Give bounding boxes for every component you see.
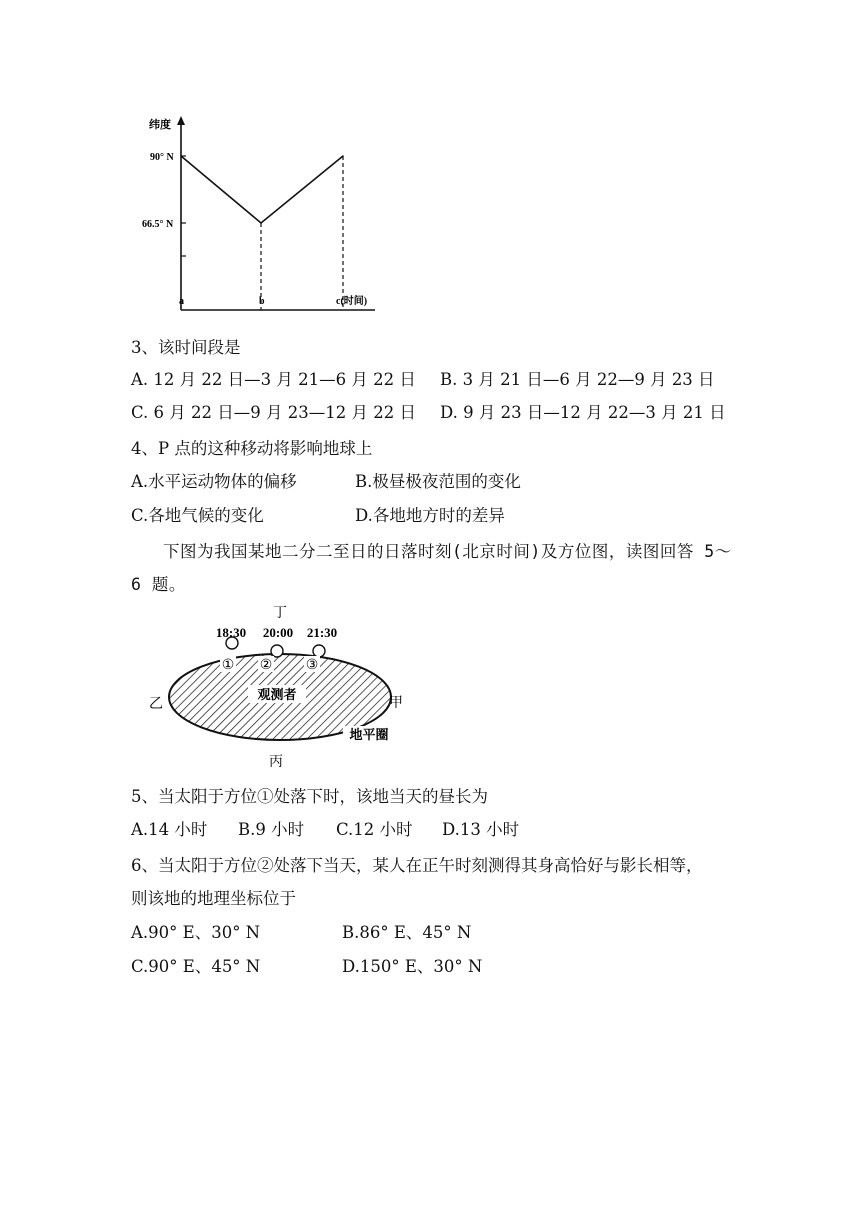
q5-option-a: A.14 小时 — [131, 820, 208, 839]
y-axis-arrow — [177, 116, 185, 125]
x-tick-label-b: b — [259, 296, 265, 307]
q6-option-a: A.90° E、30° N — [131, 923, 261, 942]
horizon-label: 地平圈 — [349, 727, 389, 742]
intro-line-2: 6 题。 — [131, 575, 186, 594]
q4-option-d: D.各地地方时的差异 — [355, 506, 505, 525]
q6-option-c: C.90° E、45° N — [131, 957, 261, 976]
data-point-b — [260, 222, 262, 224]
direction-bing: 丙 — [269, 755, 283, 770]
q4-stem: 4、P 点的这种移动将影响地球上 — [131, 439, 373, 458]
direction-yi: 乙 — [149, 697, 163, 712]
q5-option-c: C.12 小时 — [336, 820, 413, 839]
chart-axes — [177, 116, 375, 310]
time-label-1: 18:30 — [215, 625, 247, 640]
x-tick-label-a: a — [179, 296, 184, 307]
pos1-marker: ① — [221, 658, 235, 673]
data-point-a — [180, 155, 182, 157]
q3-stem: 3、该时间段是 — [131, 338, 241, 357]
time-label-3: 21:30 — [306, 625, 338, 640]
q5-option-d: D.13 小时 — [442, 820, 520, 839]
q4-option-c: C.各地气候的变化 — [131, 506, 264, 525]
q5-option-b: B.9 小时 — [238, 820, 305, 839]
q6-stem-line-2: 则该地的地理坐标位于 — [131, 889, 296, 908]
sun-circle-3 — [313, 645, 325, 657]
q3-option-d: D. 9 月 23 日—12 月 22—3 月 21 日 — [440, 403, 726, 422]
pos2-marker: ② — [259, 658, 273, 673]
latitude-series-line — [181, 156, 343, 223]
q6-option-b: B.86° E、45° N — [342, 923, 472, 942]
q5-stem: 5、当太阳于方位①处落下时，该地当天的昼长为 — [131, 787, 488, 806]
q3-option-c: C. 6 月 22 日—9 月 23—12 月 22 日 — [131, 403, 416, 422]
y-tick-label-90: 90° N — [150, 152, 174, 163]
q4-option-b: B.极昼极夜范围的变化 — [355, 472, 521, 491]
pos3-marker: ③ — [305, 658, 319, 673]
chart-plot-area — [180, 155, 344, 310]
data-point-c — [342, 155, 344, 157]
q6-stem-line-1: 6、当太阳于方位②处落下当天，某人在正午时刻测得其身高恰好与影长相等， — [131, 856, 703, 875]
observer-label: 观测者 — [257, 687, 297, 702]
y-tick-label-66: 66.5° N — [142, 219, 174, 230]
q6-option-d: D.150° E、30° N — [342, 957, 483, 976]
direction-ding: 丁 — [273, 606, 287, 621]
y-axis-title: 纬度 — [149, 119, 171, 131]
sunset-azimuth-diagram — [140, 600, 430, 775]
q4-option-a: A.水平运动物体的偏移 — [131, 472, 297, 491]
sun-circle-2 — [271, 645, 283, 657]
x-tick-label-c: c(时间) — [336, 296, 368, 307]
latitude-time-chart — [140, 110, 390, 320]
q3-option-b: B. 3 月 21 日—6 月 22—9 月 23 日 — [440, 370, 715, 389]
direction-jia: 甲 — [389, 696, 403, 711]
intro-line-1: 下图为我国某地二分二至日的日落时刻(北京时间)及方位图，读图回答 5～ — [163, 542, 732, 561]
time-label-2: 20:00 — [262, 625, 294, 640]
q3-option-a: A. 12 月 22 日—3 月 21—6 月 22 日 — [131, 370, 416, 389]
